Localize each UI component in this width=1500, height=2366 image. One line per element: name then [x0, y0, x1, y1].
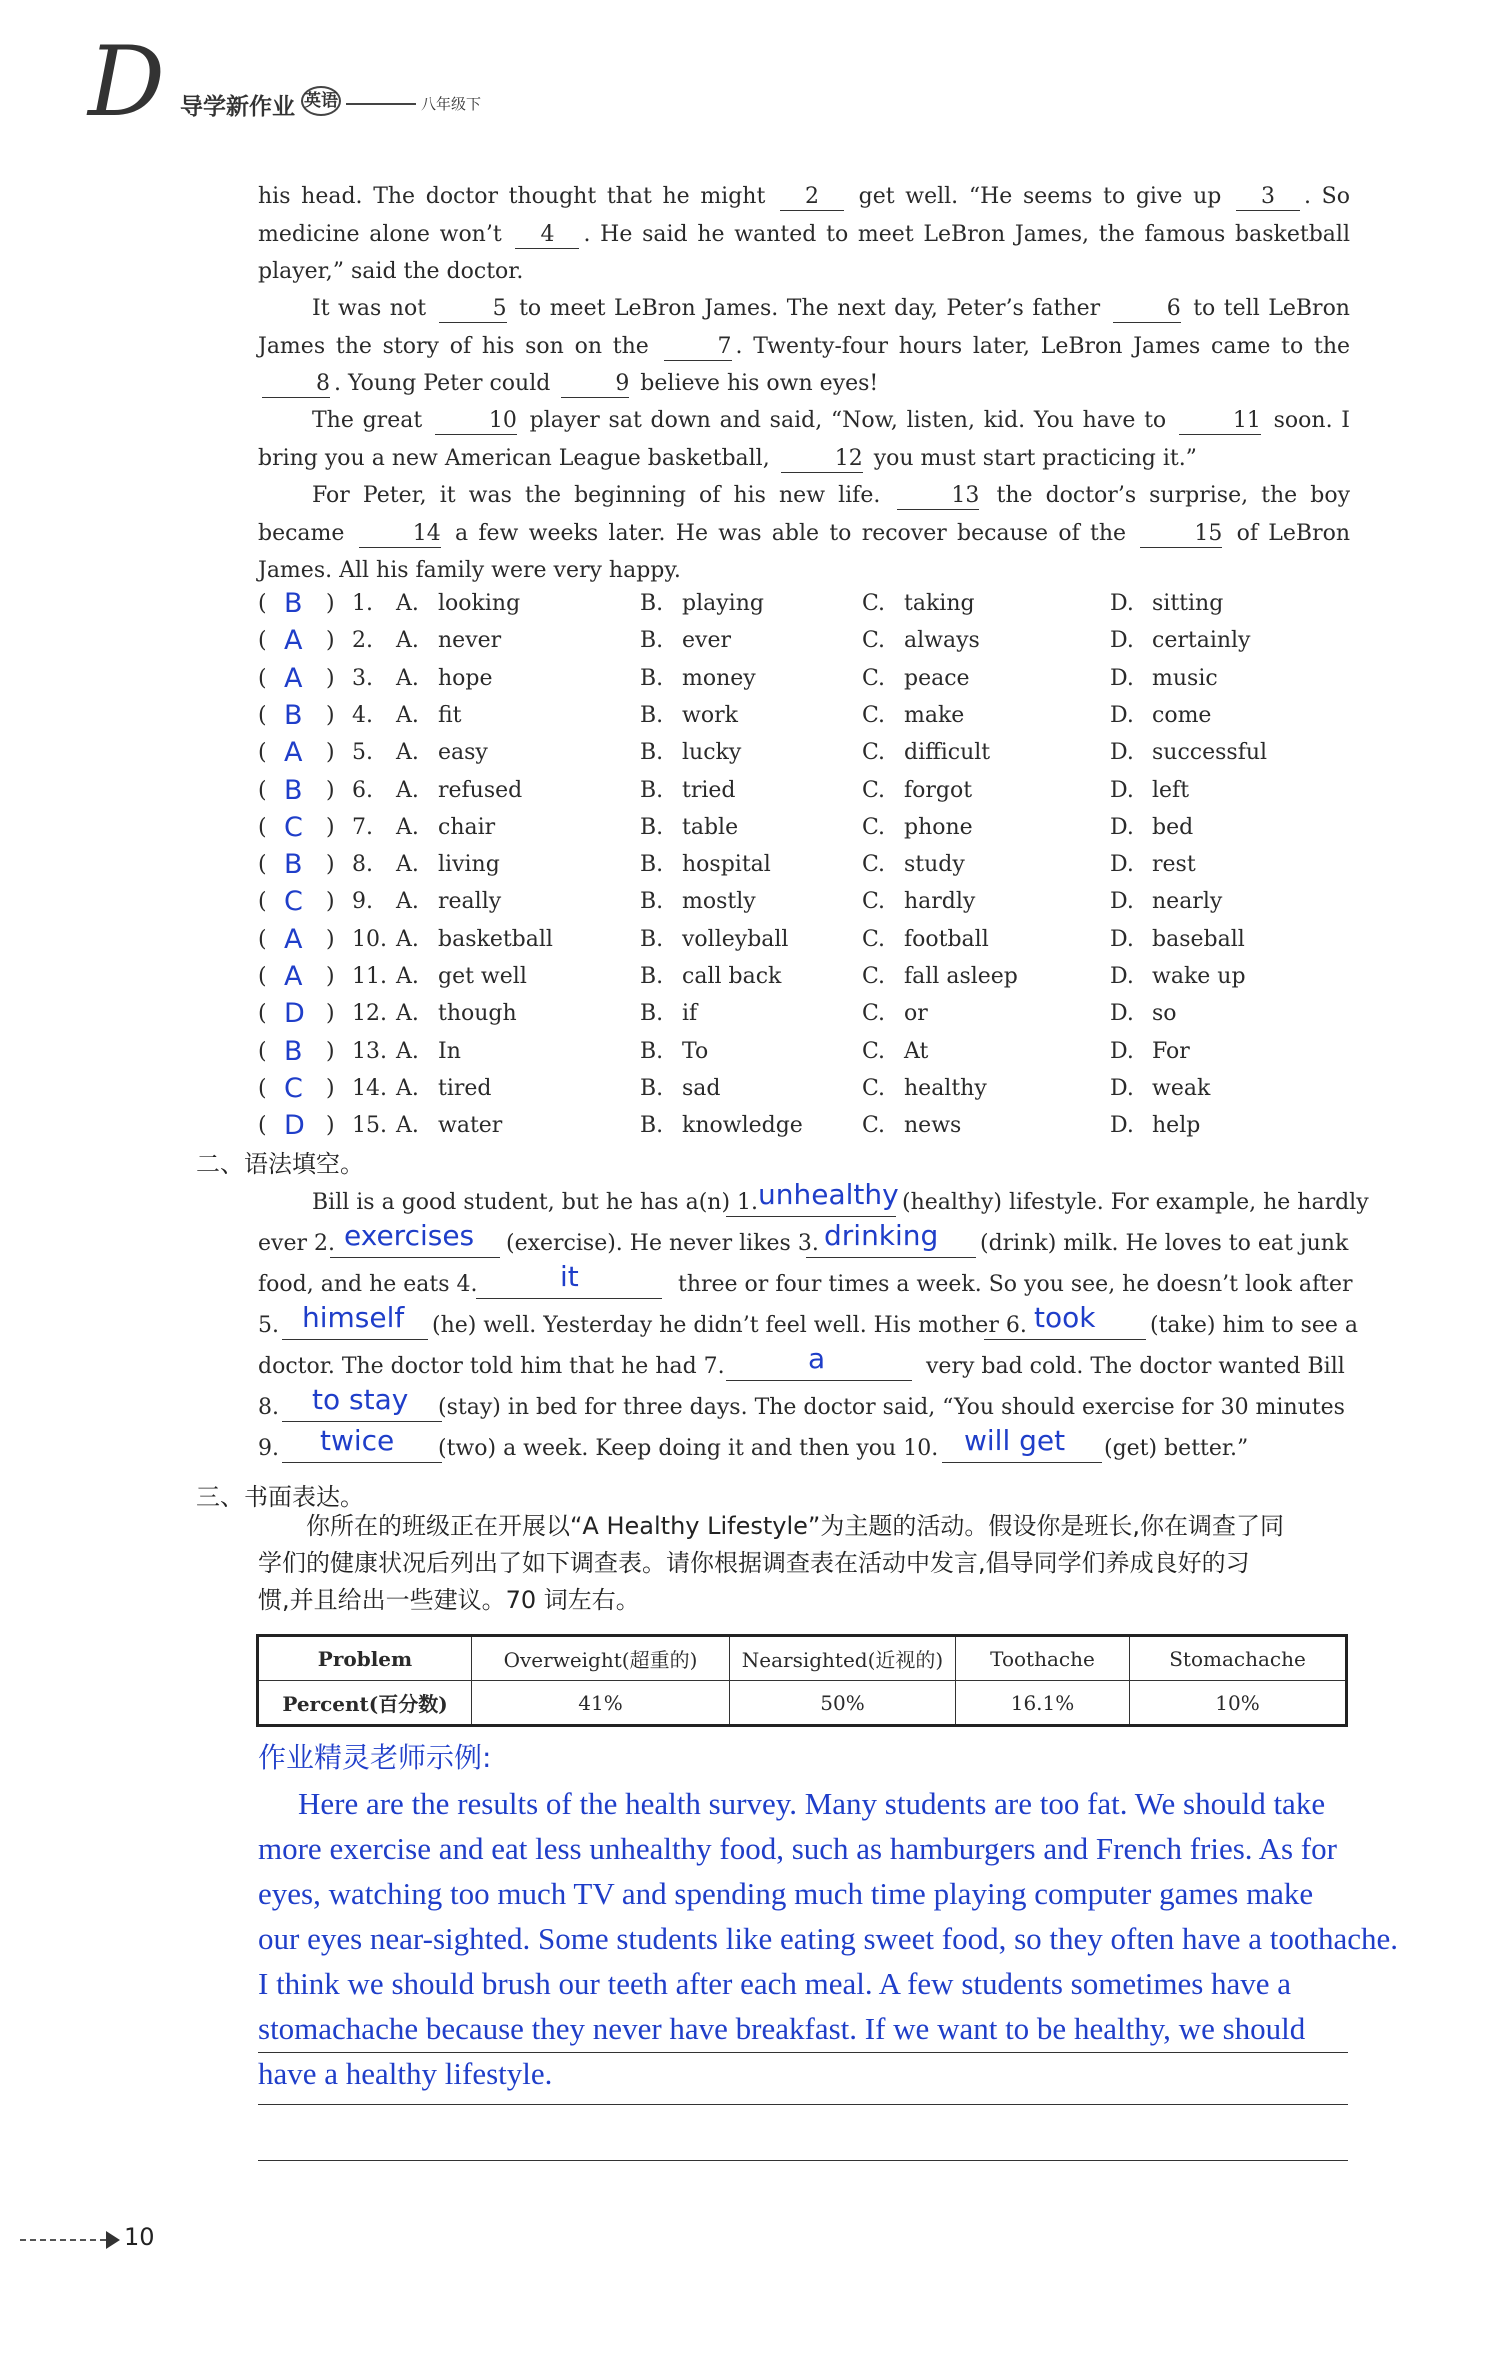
option-a: In [438, 1038, 461, 1064]
paren-open: ( [258, 852, 267, 878]
option-b-label: B. [640, 1113, 664, 1139]
table-cell: 10% [1130, 1681, 1347, 1726]
grammar-answer-2: exercises [344, 1219, 475, 1252]
grammar-answer-5: himself [302, 1301, 405, 1334]
option-b-label: B. [640, 926, 664, 952]
answer-letter: A [284, 737, 303, 769]
answer-letter: B [284, 1035, 303, 1067]
table-cell: Nearsighted(近视的) [730, 1636, 956, 1681]
option-b-label: B. [640, 964, 664, 989]
paren-close: ) [326, 1113, 335, 1139]
option-b: money [682, 665, 756, 691]
answer-letter: D [284, 1110, 305, 1142]
blank-13: 13 [897, 483, 979, 510]
option-row [258, 883, 1358, 920]
option-a: fit [438, 702, 462, 728]
blank-6: 6 [1113, 296, 1181, 323]
question-number: 4. [352, 702, 373, 728]
option-d-label: D. [1110, 777, 1134, 803]
option-d: successful [1152, 740, 1268, 766]
answer-letter: C [284, 1072, 303, 1104]
writing-rule [258, 2052, 1348, 2053]
option-b: work [682, 702, 738, 728]
option-row [258, 1070, 1358, 1107]
option-row [258, 772, 1358, 809]
option-b: if [682, 1001, 698, 1027]
option-d-label: D. [1110, 1001, 1134, 1027]
answer-letter: A [284, 923, 303, 955]
option-a-label: A. [396, 1113, 419, 1139]
option-a-label: A. [396, 591, 419, 616]
option-b-label: B. [640, 1038, 664, 1064]
option-b-label: B. [640, 777, 664, 803]
essay-line-7: have a healthy lifestyle. [258, 2056, 553, 2091]
option-a-label: A. [396, 889, 419, 915]
answer-letter: A [284, 662, 303, 694]
blank-11: 11 [1179, 408, 1261, 435]
passage-paragraph-2: It was not 5 to meet LeBron James. The next day, Peter’s father 6 to tell LeBron James the story of his son on the 7 . Twenty-four hours later, LeBron James came to the 8 . Young Peter could 9 believe his own eyes! [258, 296, 1351, 396]
grammar-answer-9: twice [320, 1424, 395, 1457]
option-a: tired [438, 1075, 492, 1101]
option-c: peace [904, 665, 970, 691]
option-d-label: D. [1110, 591, 1134, 616]
answer-letter: C [284, 886, 303, 918]
table-cell: Stomachache [1130, 1636, 1347, 1681]
paren-open: ( [258, 1075, 267, 1101]
option-a: get well [438, 964, 527, 989]
grade-label: 八年级下 [421, 95, 482, 113]
option-row [258, 809, 1358, 846]
grammar-answer-8: to stay [312, 1383, 409, 1416]
paren-close: ) [326, 1075, 335, 1101]
option-c-label: C. [862, 628, 886, 654]
option-c-label: C. [862, 740, 886, 766]
grammar-answer-1: unhealthy [758, 1178, 899, 1211]
table-cell: 41% [472, 1681, 730, 1726]
option-d: baseball [1152, 926, 1245, 952]
blank-10: 10 [435, 408, 517, 435]
logo: D [88, 26, 165, 138]
option-b: playing [682, 591, 764, 616]
header-divider [346, 103, 416, 105]
paren-open: ( [258, 777, 267, 803]
option-c: news [904, 1113, 962, 1139]
option-d-label: D. [1110, 889, 1134, 915]
essay-line-1: Here are the results of the health survey. Many students are too fat. We should take [298, 1786, 1326, 1821]
passage-paragraph-1: his head. The doctor thought that he might 2 get well. “He seems to give up 3 . So medicine alone won’t 4 . He said he wanted to meet LeBron James, the famous basketball player,” said the doctor. [258, 184, 1350, 284]
question-number: 3. [352, 665, 373, 691]
page-number: 10 [124, 2223, 155, 2251]
option-b-label: B. [640, 591, 664, 616]
section-3-title: 三、书面表达。 [196, 1483, 364, 1511]
option-d: left [1152, 777, 1190, 803]
option-b-label: B. [640, 665, 664, 691]
paren-open: ( [258, 1113, 267, 1139]
option-a-label: A. [396, 665, 419, 691]
paren-close: ) [326, 740, 335, 766]
option-b-label: B. [640, 628, 664, 654]
option-a: never [438, 628, 502, 654]
blank-15: 15 [1140, 521, 1222, 548]
option-b-label: B. [640, 1075, 664, 1101]
essay-title: 作业精灵老师示例: [258, 1741, 492, 1774]
option-c: At [904, 1038, 929, 1064]
question-number: 6. [352, 777, 373, 803]
paren-open: ( [258, 926, 267, 952]
option-row [258, 622, 1358, 659]
option-d-label: D. [1110, 852, 1134, 878]
option-a-label: A. [396, 1075, 419, 1101]
question-number: 2. [352, 628, 373, 654]
option-d-label: D. [1110, 740, 1134, 766]
blank-9: 9 [561, 371, 629, 398]
option-c: fall asleep [904, 964, 1018, 989]
option-a: hope [438, 665, 493, 691]
question-number: 13. [352, 1038, 387, 1064]
option-row [258, 846, 1358, 883]
survey-table [256, 1634, 1348, 1727]
essay-line-3: eyes, watching too much TV and spending much time playing computer games make [258, 1876, 1314, 1911]
paren-close: ) [326, 926, 335, 952]
paren-close: ) [326, 1038, 335, 1064]
arrow-icon [106, 2231, 120, 2249]
paren-open: ( [258, 628, 267, 654]
book-title: 导学新作业 [180, 94, 295, 120]
option-c: hardly [904, 889, 976, 915]
option-b: tried [682, 777, 736, 803]
page-header [88, 26, 608, 138]
grammar-line-6: 8. to stay (stay) in bed for three days. The doctor said, “You should exercise for 30 minutes [258, 1383, 1345, 1420]
question-number: 15. [352, 1113, 387, 1139]
option-d-label: D. [1110, 1113, 1134, 1139]
option-d: music [1152, 665, 1218, 691]
option-d: so [1152, 1001, 1177, 1027]
option-a: chair [438, 814, 496, 840]
essay-line-2: more exercise and eat less unhealthy food, such as hamburgers and French fries. As for [258, 1831, 1337, 1866]
grammar-line-2: ever 2. exercises (exercise). He never likes 3. drinking (drink) milk. He loves to eat junk [258, 1219, 1349, 1256]
answer-letter: B [284, 849, 303, 881]
option-b: ever [682, 628, 731, 654]
answer-letter: B [284, 699, 303, 731]
blank-5: 5 [439, 296, 507, 323]
option-d: rest [1152, 852, 1196, 878]
option-row [258, 995, 1358, 1032]
paren-close: ) [326, 852, 335, 878]
option-d: help [1152, 1113, 1201, 1139]
paren-open: ( [258, 591, 267, 616]
table-header-row [258, 1636, 1347, 1681]
option-row [258, 734, 1358, 771]
option-c-label: C. [862, 665, 886, 691]
paren-open: ( [258, 889, 267, 915]
table-cell: 50% [730, 1681, 956, 1726]
option-c: difficult [904, 740, 991, 766]
option-b: hospital [682, 852, 771, 878]
option-a: looking [438, 591, 521, 616]
answer-letter: C [284, 811, 303, 843]
writing-rule [258, 2160, 1348, 2161]
option-a: refused [438, 777, 523, 803]
paren-open: ( [258, 1001, 267, 1027]
essay-line-4: our eyes near-sighted. Some students like eating sweet food, so they often have a toothache. [258, 1921, 1399, 1956]
paren-close: ) [326, 777, 335, 803]
paren-open: ( [258, 814, 267, 840]
passage-paragraph-3: The great 10 player sat down and said, “Now, listen, kid. You have to 11 soon. I bring you a new American League basketball, 12 you must start practicing it.” [258, 408, 1350, 471]
paren-close: ) [326, 665, 335, 691]
table-cell: 16.1% [956, 1681, 1130, 1726]
paren-close: ) [326, 591, 335, 616]
option-a-label: A. [396, 852, 419, 878]
option-b-label: B. [640, 889, 664, 915]
grammar-answer-3: drinking [824, 1219, 939, 1252]
option-a: water [438, 1113, 503, 1139]
question-number: 11. [352, 964, 387, 989]
option-a-label: A. [396, 702, 419, 728]
grammar-line-1: Bill is a good student, but he has a(n) 1. unhealthy (healthy) lifestyle. For example, he hardly [312, 1178, 1369, 1215]
option-b: table [682, 814, 739, 840]
essay-line-6: stomachache because they never have breakfast. If we want to be healthy, we should [258, 2011, 1306, 2046]
option-a-label: A. [396, 1001, 419, 1027]
question-number: 10. [352, 926, 387, 952]
option-b-label: B. [640, 740, 664, 766]
question-number: 5. [352, 740, 373, 766]
option-c-label: C. [862, 702, 886, 728]
option-a: easy [438, 740, 488, 766]
option-c-label: C. [862, 926, 886, 952]
section-2-title: 二、语法填空。 [196, 1150, 364, 1178]
blank-4: 4 [515, 222, 579, 249]
blank-12: 12 [781, 446, 863, 473]
option-c-label: C. [862, 591, 886, 616]
option-c: always [904, 628, 980, 654]
option-d-label: D. [1110, 814, 1134, 840]
option-b: To [682, 1038, 709, 1064]
option-c: study [904, 852, 965, 878]
answer-letter: D [284, 998, 305, 1030]
question-number: 1. [352, 591, 373, 616]
option-d: come [1152, 702, 1212, 728]
grammar-line-7: 9. twice (two) a week. Keep doing it and then you 10. will get (get) better.” [258, 1424, 1249, 1461]
answer-letter: A [284, 961, 303, 992]
grammar-answer-6: took [1034, 1301, 1096, 1334]
option-b: volleyball [682, 926, 789, 952]
page-arrow [20, 2239, 116, 2241]
option-b: sad [682, 1075, 721, 1101]
option-b-label: B. [640, 814, 664, 840]
option-d-label: D. [1110, 665, 1134, 691]
paren-close: ) [326, 814, 335, 840]
question-number: 7. [352, 814, 373, 840]
option-b: mostly [682, 889, 756, 915]
option-a-label: A. [396, 777, 419, 803]
answer-letter: B [284, 774, 303, 806]
option-row [258, 1107, 1358, 1144]
option-d: nearly [1152, 889, 1223, 915]
writing-prompt-line-2: 学们的健康状况后列出了如下调查表。请你根据调查表在活动中发言,倡导同学们养成良好的习 [258, 1549, 1250, 1577]
option-d-label: D. [1110, 1038, 1134, 1064]
option-d-label: D. [1110, 702, 1134, 728]
option-a-label: A. [396, 740, 419, 766]
answer-letter: A [284, 625, 303, 657]
option-a-label: A. [396, 1038, 419, 1064]
paren-close: ) [326, 628, 335, 654]
question-number: 9. [352, 889, 373, 915]
option-c: phone [904, 814, 973, 840]
option-b: call back [682, 964, 782, 989]
option-d: bed [1152, 814, 1194, 840]
grammar-answer-10: will get [964, 1424, 1066, 1457]
option-row [258, 585, 1358, 622]
option-c-label: C. [862, 1001, 886, 1027]
paren-open: ( [258, 665, 267, 691]
table-cell: Problem [258, 1636, 472, 1681]
grammar-answer-7: a [808, 1342, 826, 1375]
paren-open: ( [258, 740, 267, 766]
option-c-label: C. [862, 964, 886, 989]
option-a-label: A. [396, 926, 419, 952]
grammar-answer-4: it [560, 1260, 579, 1293]
option-c-label: C. [862, 1038, 886, 1064]
writing-rule [258, 2104, 1348, 2105]
option-row [258, 958, 1358, 995]
question-number: 14. [352, 1075, 387, 1101]
question-number: 12. [352, 1001, 387, 1027]
option-c-label: C. [862, 1113, 886, 1139]
essay-line-5: I think we should brush our teeth after each meal. A few students sometimes have a [258, 1966, 1292, 2001]
option-row [258, 697, 1358, 734]
option-d-label: D. [1110, 628, 1134, 654]
option-c-label: C. [862, 814, 886, 840]
option-d-label: D. [1110, 1075, 1134, 1101]
option-row [258, 660, 1358, 697]
option-d: weak [1152, 1075, 1211, 1101]
option-c-label: C. [862, 889, 886, 915]
writing-prompt-line-3: 惯,并且给出一些建议。70 词左右。 [258, 1586, 640, 1614]
option-c: football [904, 926, 989, 952]
option-d: certainly [1152, 628, 1251, 654]
passage-paragraph-4: For Peter, it was the beginning of his new life. 13 the doctor’s surprise, the boy became 14 a few weeks later. He was able to recover because of the 15 of LeBron James. All his family were very happy. [258, 483, 1351, 583]
option-d: sitting [1152, 591, 1224, 616]
paren-close: ) [326, 889, 335, 915]
option-c: forgot [904, 777, 973, 803]
option-b: knowledge [682, 1113, 803, 1139]
option-a-label: A. [396, 628, 419, 654]
option-a: really [438, 889, 502, 915]
table-cell: Toothache [956, 1636, 1130, 1681]
writing-prompt-line-1: 你所在的班级正在开展以“A Healthy Lifestyle”为主题的活动。假设你是班长,你在调查了同 [306, 1512, 1284, 1540]
option-c-label: C. [862, 777, 886, 803]
blank-8: 8 [262, 371, 330, 398]
option-a: though [438, 1001, 517, 1027]
question-number: 8. [352, 852, 373, 878]
blank-3: 3 [1236, 184, 1300, 211]
grammar-line-3: food, and he eats 4. it three or four times a week. So you see, he doesn’t look after [258, 1260, 1353, 1297]
option-d: For [1152, 1038, 1190, 1064]
table-cell: Percent(百分数) [258, 1681, 472, 1726]
paren-close: ) [326, 1001, 335, 1027]
paren-open: ( [258, 1038, 267, 1064]
option-row [258, 921, 1358, 958]
paren-close: ) [326, 964, 335, 989]
option-a: basketball [438, 926, 553, 952]
blank-2: 2 [780, 184, 844, 211]
subject-badge: 英语 [301, 86, 341, 116]
option-c: taking [904, 591, 975, 616]
option-b-label: B. [640, 702, 664, 728]
table-cell: Overweight(超重的) [472, 1636, 730, 1681]
option-b: lucky [682, 740, 742, 766]
answer-letter: B [284, 588, 303, 619]
option-d-label: D. [1110, 926, 1134, 952]
option-b-label: B. [640, 1001, 664, 1027]
option-a-label: A. [396, 964, 419, 989]
grammar-line-5: doctor. The doctor told him that he had 7. a very bad cold. The doctor wanted Bill [258, 1342, 1345, 1379]
paren-open: ( [258, 702, 267, 728]
option-c-label: C. [862, 1075, 886, 1101]
grammar-line-4: 5. himself (he) well. Yesterday he didn’t feel well. His mother 6. took (take) him to see a [258, 1301, 1359, 1338]
option-b-label: B. [640, 852, 664, 878]
option-c: or [904, 1001, 928, 1027]
option-d-label: D. [1110, 964, 1134, 989]
option-row [258, 1033, 1358, 1070]
paren-close: ) [326, 702, 335, 728]
option-c-label: C. [862, 852, 886, 878]
blank-14: 14 [359, 521, 441, 548]
paren-open: ( [258, 964, 267, 989]
option-a-label: A. [396, 814, 419, 840]
table-row [258, 1681, 1347, 1726]
option-c: healthy [904, 1075, 987, 1101]
option-a: living [438, 852, 500, 878]
blank-7: 7 [664, 334, 732, 361]
option-d: wake up [1152, 964, 1246, 989]
option-c: make [904, 702, 965, 728]
